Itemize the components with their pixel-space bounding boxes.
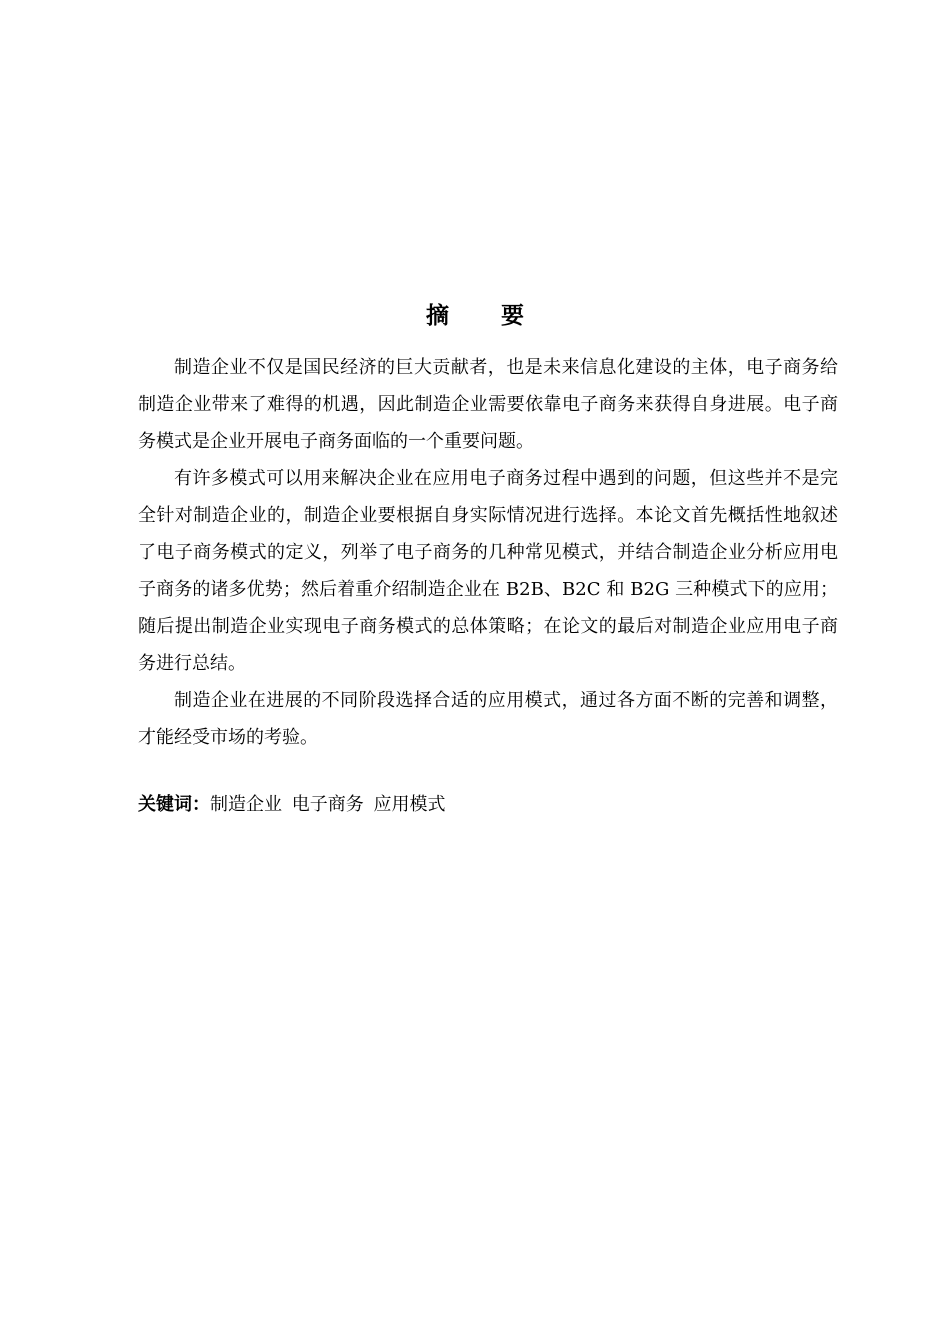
abstract-paragraph-3: 制造企业在进展的不同阶段选择合适的应用模式，通过各方面不断的完善和调整，才能经受市场的考验。: [138, 690, 838, 748]
keyword-2: 电子商务: [291, 794, 364, 815]
keyword-3: 应用模式: [373, 794, 446, 815]
keywords-label: 关键词：: [138, 794, 210, 815]
keywords-line: [138, 787, 449, 823]
abstract-paragraph-2: 有许多模式可以用来解决企业在应用电子商务过程中遇到的问题，但这些并不是完全针对制造企业的，制造企业要根据自身实际情况进行选择。本论文首先概括性地叙述了电子商务模式的定义，列举了电子商务的几种常见模式，并结合制造企业分析应用电子商务的诸多优势；然后着重介绍制造企业在 B2B、B2C 和 B2G 三种模式下的应用；随后提出制造企业实现电子商务模式的总体策略；在论文的最后对制造企业应用电子商务进行总结。: [138, 468, 838, 674]
abstract-body: [138, 349, 838, 756]
abstract-paragraph-1: 制造企业不仅是国民经济的巨大贡献者，也是未来信息化建设的主体，电子商务给制造企业带来了难得的机遇，因此制造企业需要依靠电子商务来获得自身进展。电子商务模式是企业开展电子商务面临的一个重要问题。: [138, 357, 838, 452]
keyword-1: 制造企业: [210, 794, 282, 815]
abstract-title: 摘 要: [425, 303, 546, 329]
